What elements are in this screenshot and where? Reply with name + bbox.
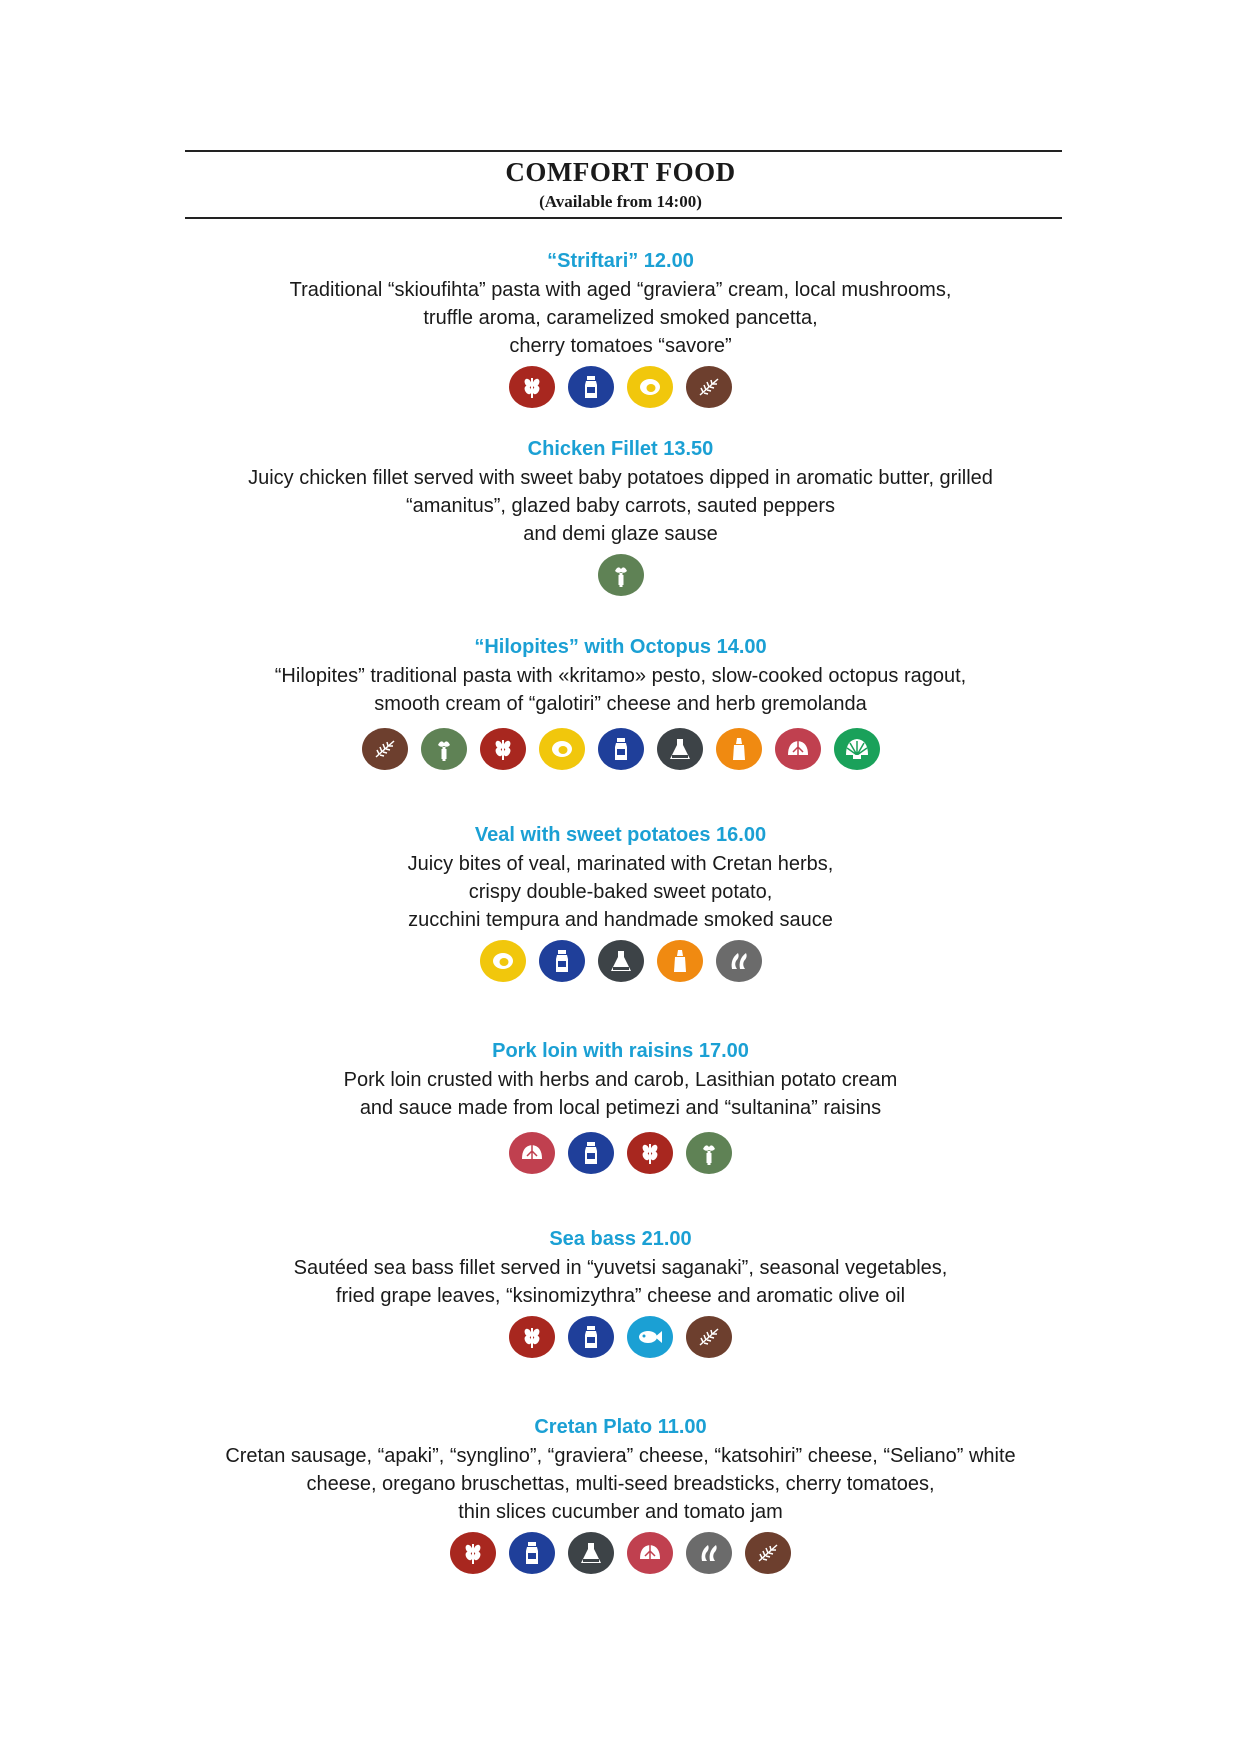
menu-item [100,1226,1141,1358]
nut-icon [509,1132,555,1174]
allergen-icons [100,554,1141,596]
wheat-icon [509,366,555,408]
menu-item [100,436,1141,596]
herb-icon [686,366,732,408]
egg-icon [539,728,585,770]
crustacean-icon [716,940,762,982]
dish-description-line: and sauce made from local petimezi and “sultanina” raisins [359,1097,882,1119]
milk-bottle-icon [568,1132,614,1174]
nut-icon [775,728,821,770]
mustard-icon [716,728,762,770]
mustard-icon [657,940,703,982]
herb-icon [686,1316,732,1358]
flask-icon [598,940,644,982]
dish-description-line: zucchini tempura and handmade smoked sauce [408,909,833,931]
dish-name: Chicken Fillet 13.50 [527,438,714,460]
nut-icon [627,1532,673,1574]
menu-item [100,248,1141,408]
dish-description-line: crispy double-baked sweet potato, [468,881,773,903]
wheat-icon [627,1132,673,1174]
herb-icon [745,1532,791,1574]
milk-bottle-icon [568,1316,614,1358]
dish-description-line: cheese, oregano bruschettas, multi-seed breadsticks, cherry tomatoes, [306,1473,935,1495]
dish-description-line: Cretan sausage, “apaki”, “synglino”, “graviera” cheese, “katsohiri” cheese, “Seliano” white [225,1445,1016,1467]
dish-name: Pork loin with raisins 17.00 [492,1040,749,1062]
celery-icon [598,554,644,596]
dish-description-line: thin slices cucumber and tomato jam [458,1501,783,1523]
dish-description-line: “amanitus”, glazed baby carrots, sauted peppers [405,495,836,517]
menu-item [100,822,1141,982]
page-title: COMFORT FOOD [505,157,736,187]
fish-icon [627,1316,673,1358]
herb-icon [362,728,408,770]
menu-item [100,1038,1141,1174]
dish-description-line: fried grape leaves, “ksinomizythra” cheese and aromatic olive oil [335,1285,906,1307]
wheat-icon [450,1532,496,1574]
egg-icon [627,366,673,408]
celery-icon [421,728,467,770]
allergen-icons [100,940,1141,982]
egg-icon [480,940,526,982]
crustacean-icon [686,1532,732,1574]
menu-item [100,1414,1141,1574]
milk-bottle-icon [568,366,614,408]
flask-icon [568,1532,614,1574]
allergen-icons [100,728,1141,770]
dish-name: Sea bass 21.00 [549,1228,692,1250]
dish-name: “Hilopites” with Octopus 14.00 [474,636,767,658]
dish-description-line: and demi glaze sause [523,523,718,545]
top-divider [185,150,1062,152]
dish-name: Veal with sweet potatoes 16.00 [474,824,767,846]
page-subtitle: (Available from 14:00) [539,192,702,211]
allergen-icons [100,1132,1141,1174]
wheat-icon [480,728,526,770]
dish-description-line: Juicy bites of veal, marinated with Cretan herbs, [407,853,834,875]
dish-description-line: cherry tomatoes “savore” [509,335,732,357]
celery-icon [686,1132,732,1174]
milk-bottle-icon [539,940,585,982]
allergen-icons [100,1316,1141,1358]
wheat-icon [509,1316,555,1358]
dish-description-line: Sautéed sea bass fillet served in “yuvetsi saganaki”, seasonal vegetables, [293,1257,948,1279]
bottom-divider [185,217,1062,219]
flask-icon [657,728,703,770]
dish-description-line: Juicy chicken fillet served with sweet baby potatoes dipped in aromatic butter, grilled [248,467,993,489]
dish-description-line: “Hilopites” traditional pasta with «kritamo» pesto, slow-cooked octopus ragout, [274,665,967,687]
allergen-icons [100,1532,1141,1574]
menu-item [100,634,1141,770]
dish-name: Cretan Plato 11.00 [534,1416,707,1438]
dish-description-line: Pork loin crusted with herbs and carob, Lasithian potato cream [343,1069,898,1091]
allergen-icons [100,366,1141,408]
shell-icon [834,728,880,770]
milk-bottle-icon [509,1532,555,1574]
dish-description-line: smooth cream of “galotiri” cheese and herb gremolanda [374,693,867,715]
milk-bottle-icon [598,728,644,770]
dish-description-line: Traditional “skioufihta” pasta with aged “graviera” cream, local mushrooms, [289,279,952,301]
dish-description-line: truffle aroma, caramelized smoked pancetta, [423,307,818,329]
dish-name: “Striftari” 12.00 [547,250,694,272]
